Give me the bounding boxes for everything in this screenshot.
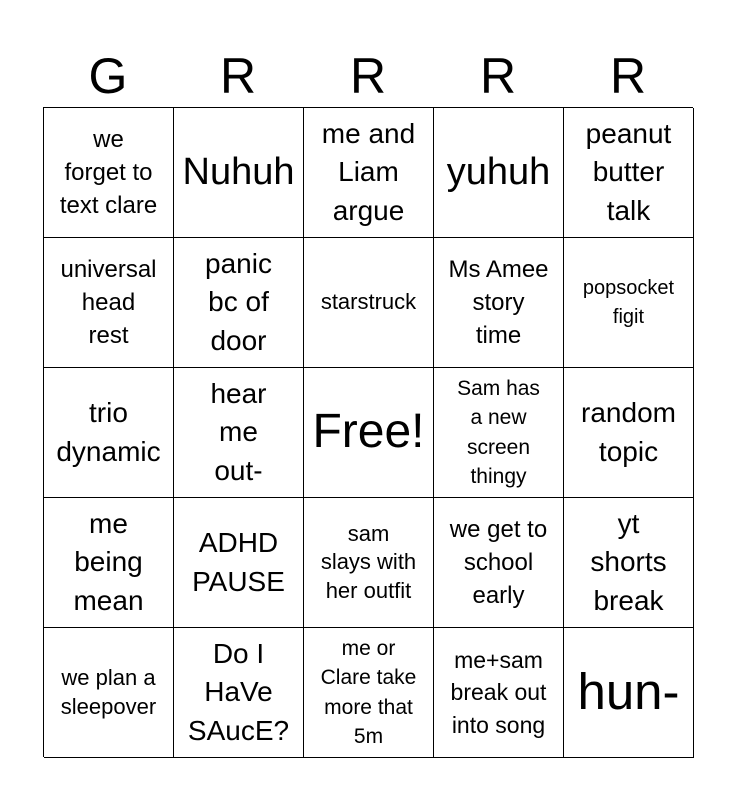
cell-text: universal head rest [60, 255, 157, 350]
cell-text: Nuhuh [182, 150, 295, 193]
bingo-cell-r5c1[interactable] [44, 628, 174, 758]
cell-text: we get to school early [449, 515, 548, 610]
cell-text: hun- [577, 663, 680, 721]
bingo-cell-r4c1[interactable] [44, 498, 174, 628]
header-letter-5: R [609, 48, 647, 104]
cell-text: me or Clare take more that 5m [320, 636, 417, 748]
bingo-cell-r1c2[interactable] [174, 108, 304, 238]
bingo-cell-r3c2[interactable] [174, 368, 304, 498]
bingo-cell-r2c2[interactable] [174, 238, 304, 368]
bingo-board [43, 107, 693, 757]
bingo-cell-r5c2[interactable] [174, 628, 304, 758]
bingo-cell-r4c5[interactable] [564, 498, 694, 628]
bingo-cell-r2c5[interactable] [564, 238, 694, 368]
bingo-cell-r1c1[interactable] [44, 108, 174, 238]
bingo-cell-r3c3[interactable] [304, 368, 434, 498]
header-letter-3: R [349, 48, 387, 104]
cell-text: ADHD PAUSE [192, 526, 285, 597]
cell-text: we plan a sleepover [60, 664, 157, 719]
bingo-cell-r4c2[interactable] [174, 498, 304, 628]
cell-text: Ms Amee story time [448, 255, 549, 350]
cell-text: trio dynamic [56, 396, 161, 467]
header-letter-2: R [219, 48, 257, 104]
bingo-cell-r2c4[interactable] [434, 238, 564, 368]
cell-text: peanut butter talk [585, 117, 672, 226]
cell-text: Free! [312, 405, 425, 459]
cell-text: starstruck [320, 289, 417, 315]
cell-text: yt shorts break [590, 507, 667, 616]
bingo-cell-r5c4[interactable] [434, 628, 564, 758]
cell-text: hear me out- [210, 377, 267, 486]
cell-text: Do I HaVe SAucE? [187, 637, 290, 746]
cell-text: yuhuh [446, 150, 551, 193]
cell-text: popsocket figit [582, 276, 675, 328]
bingo-cell-r1c5[interactable] [564, 108, 694, 238]
bingo-cell-r3c1[interactable] [44, 368, 174, 498]
header-letter-1: G [88, 48, 128, 104]
bingo-cell-r5c5[interactable] [564, 628, 694, 758]
cell-text: panic bc of door [205, 247, 272, 356]
bingo-cell-r1c4[interactable] [434, 108, 564, 238]
cell-text: me being mean [73, 507, 144, 616]
cell-text: me+sam break out into song [450, 646, 547, 738]
cell-text: random topic [581, 396, 676, 467]
bingo-cell-r2c1[interactable] [44, 238, 174, 368]
cell-text: sam slays with her outfit [320, 520, 417, 603]
bingo-cell-r2c3[interactable] [304, 238, 434, 368]
bingo-header [43, 44, 693, 108]
cell-text: Sam has a new screen thingy [457, 376, 540, 488]
header-letter-4: R [479, 48, 517, 104]
bingo-cell-r3c5[interactable] [564, 368, 694, 498]
bingo-cell-r4c4[interactable] [434, 498, 564, 628]
bingo-cell-r4c3[interactable] [304, 498, 434, 628]
bingo-cell-r1c3[interactable] [304, 108, 434, 238]
bingo-cell-r5c3[interactable] [304, 628, 434, 758]
cell-text: me and Liam argue [321, 117, 416, 226]
bingo-cell-r3c4[interactable] [434, 368, 564, 498]
cell-text: we forget to text clare [59, 125, 158, 220]
